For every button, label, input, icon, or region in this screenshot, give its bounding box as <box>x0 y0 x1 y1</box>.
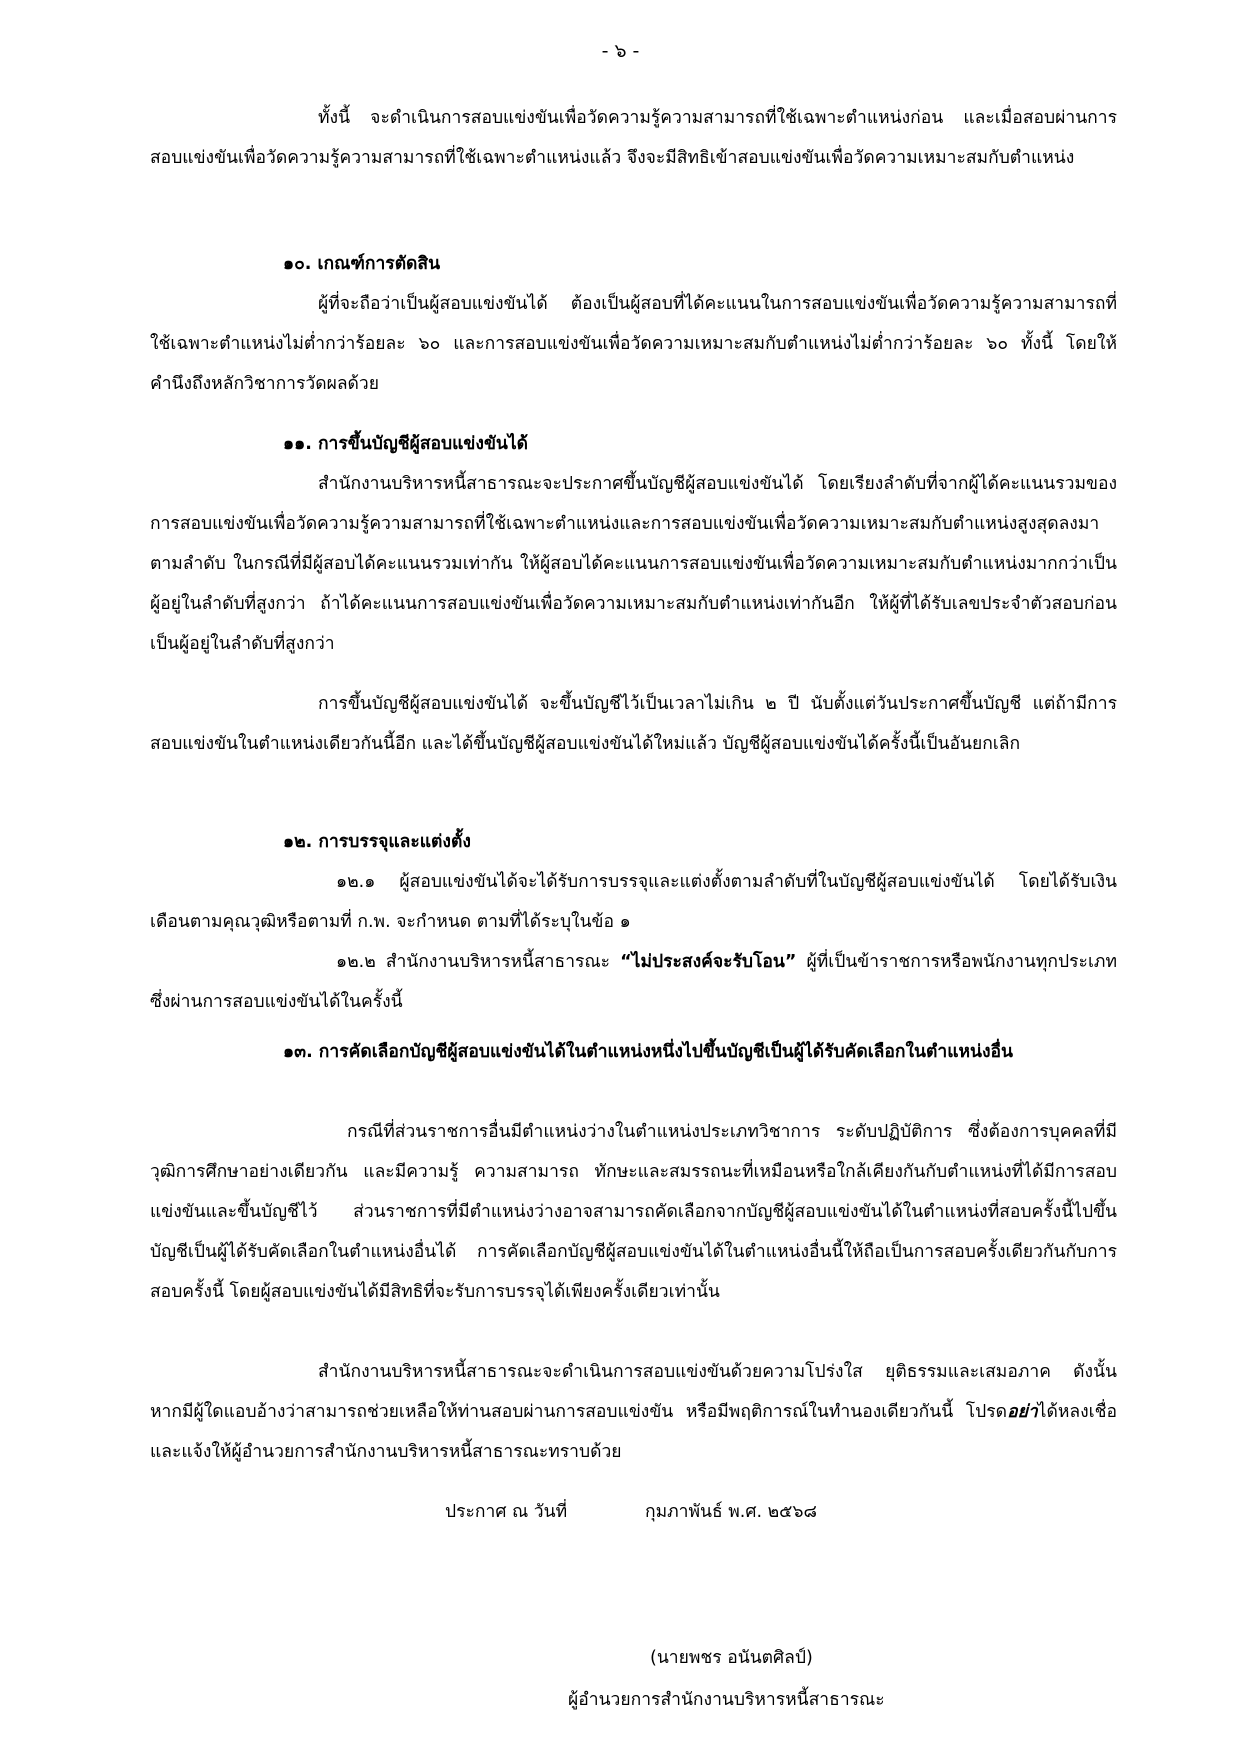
section-12-item-1: ๑๒.๑ ผู้สอบแข่งขันได้จะได้รับการบรรจุและแต่งตั้งตามลำดับที่ในบัญชีผู้สอบแข่งขันได้ โดยได้รับเงินเดือนตามคุณวุฒิหรือตามที่ ก.พ. จะกำหนด ตามที่ได้ระบุในข้อ ๑ <box>150 872 1117 932</box>
section-10-heading: ๑๐. เกณฑ์การตัดสิน <box>283 254 441 274</box>
section-10-body: ผู้ที่จะถือว่าเป็นผู้สอบแข่งขันได้ ต้องเป็นผู้สอบที่ได้คะแนนในการสอบแข่งขันเพื่อวัดความรู้ความสามารถที่ใช้เฉพาะตำแหน่งไม่ต่ำกว่าร้อยละ ๖๐ และการสอบแข่งขันเพื่อวัดความเหมาะสมกับตำแหน่งไม่ต่ำกว่าร้อยละ ๖๐ ทั้งนี้ โดยให้คำนึงถึงหลักวิชาการวัดผลด้วย <box>150 294 1117 394</box>
page-number: - ๖ - <box>601 40 640 62</box>
section-11-body-1: สำนักงานบริหารหนี้สาธารณะจะประกาศขึ้นบัญชีผู้สอบแข่งขันได้ โดยเรียงลำดับที่จากผู้ได้คะแนนรวมของการสอบแข่งขันเพื่อวัดความรู้ความสามารถที่ใช้เฉพาะตำแหน่งและการสอบแข่งขันเพื่อวัดความเหมาะสมกับตำแหน่งสูงสุดลงมาตามลำดับ ในกรณีที่มีผู้สอบได้คะแนนรวมเท่ากัน ให้ผู้สอบได้คะแนนการสอบแข่งขันเพื่อวัดความเหมาะสมกับตำแหน่งมากกว่าเป็นผู้อยู่ในลำดับที่สูงกว่า ถ้าได้คะแนนการสอบแข่งขันเพื่อวัดความเหมาะสมกับตำแหน่งเท่ากันอีก ให้ผู้ที่ได้รับเลขประจำตัวสอบก่อนเป็นผู้อยู่ในลำดับที่สูงกว่า <box>150 474 1117 654</box>
signatory-name: (นายพชร อนันตศิลป์) <box>650 1648 813 1668</box>
section-11-body-2: การขึ้นบัญชีผู้สอบแข่งขันได้ จะขึ้นบัญชีไว้เป็นเวลาไม่เกิน ๒ ปี นับตั้งแต่วันประกาศขึ้นบัญชี แต่ถ้ามีการสอบแข่งขันในตำแหน่งเดียวกันนี้อีก และได้ขึ้นบัญชีผู้สอบแข่งขันได้ใหม่แล้ว บัญชีผู้สอบแข่งขันได้ครั้งนี้เป็นอันยกเลิก <box>150 694 1117 754</box>
not-accept-transfer-emphasis: “ไม่ประสงค์จะรับโอน” <box>620 952 797 972</box>
section-12-item-2-before: ๑๒.๒ สำนักงานบริหารหนี้สาธารณะ <box>336 952 621 972</box>
intro-paragraph: ทั้งนี้ จะดำเนินการสอบแข่งขันเพื่อวัดความรู้ความสามารถที่ใช้เฉพาะตำแหน่งก่อน และเมื่อสอบผ่านการสอบแข่งขันเพื่อวัดความรู้ความสามารถที่ใช้เฉพาะตำแหน่งแล้ว จึงจะมีสิทธิเข้าสอบแข่งขันเพื่อวัดความเหมาะสมกับตำแหน่ง <box>150 108 1117 168</box>
closing-after: ได้หลงเชื่อ และแจ้งให้ผู้อำนวยการสำนักงานบริหารหนี้สาธารณะทราบด้วย <box>150 1402 1117 1462</box>
announcement-date: กุมภาพันธ์ พ.ศ. ๒๕๖๘ <box>645 1502 817 1522</box>
section-13-body: กรณีที่ส่วนราชการอื่นมีตำแหน่งว่างในตำแหน่งประเภทวิชาการ ระดับปฏิบัติการ ซึ่งต้องการบุคคลที่มีวุฒิการศึกษาอย่างเดียวกัน และมีความรู้ ความสามารถ ทักษะและสมรรถนะที่เหมือนหรือใกล้เคียงกันกับตำแหน่งที่ได้มีการสอบแข่งขันและขึ้นบัญชีไว้ ส่วนราชการที่มีตำแหน่งว่างอาจสามารถคัดเลือกจากบัญชีผู้สอบแข่งขันได้ในตำแหน่งที่สอบครั้งนี้ไปขึ้นบัญชีเป็นผู้ได้รับคัดเลือกในตำแหน่งอื่นได้ การคัดเลือกบัญชีผู้สอบแข่งขันได้ในตำแหน่งอื่นนี้ให้ถือเป็นการสอบครั้งเดียวกันกับการสอบครั้งนี้ โดยผู้สอบแข่งขันได้มีสิทธิที่จะรับการบรรจุได้เพียงครั้งเดียวเท่านั้น <box>150 1122 1117 1302</box>
section-11-heading: ๑๑. การขึ้นบัญชีผู้สอบแข่งขันได้ <box>283 434 529 454</box>
closing-before: สำนักงานบริหารหนี้สาธารณะจะดำเนินการสอบแข่งขันด้วยความโปร่งใส ยุติธรรมและเสมอภาค ดังนั้น หากมีผู้ใดแอบอ้างว่าสามารถช่วยเหลือให้ท่านสอบผ่านการสอบแข่งขัน หรือมีพฤติการณ์ในทำนองเดียวกันนี้ โปรด <box>150 1362 1117 1422</box>
closing-paragraph <box>150 1352 1117 1472</box>
section-12-item-2 <box>150 942 1117 1022</box>
do-not-emphasis: อย่า <box>1007 1402 1038 1422</box>
section-12-item-2-after: ผู้ที่เป็นข้าราชการหรือพนักงานทุกประเภทซึ่งผ่านการสอบแข่งขันได้ในครั้งนี้ <box>150 952 1117 1012</box>
section-13-heading: ๑๓. การคัดเลือกบัญชีผู้สอบแข่งขันได้ในตำแหน่งหนึ่งไปขึ้นบัญชีเป็นผู้ได้รับคัดเลือกในตำแหน่งอื่น <box>283 1042 1014 1062</box>
section-12-heading: ๑๒. การบรรจุและแต่งตั้ง <box>283 832 471 852</box>
announcement-date-label: ประกาศ ณ วันที่ <box>445 1502 568 1522</box>
signatory-title: ผู้อำนวยการสำนักงานบริหารหนี้สาธารณะ <box>568 1690 885 1710</box>
